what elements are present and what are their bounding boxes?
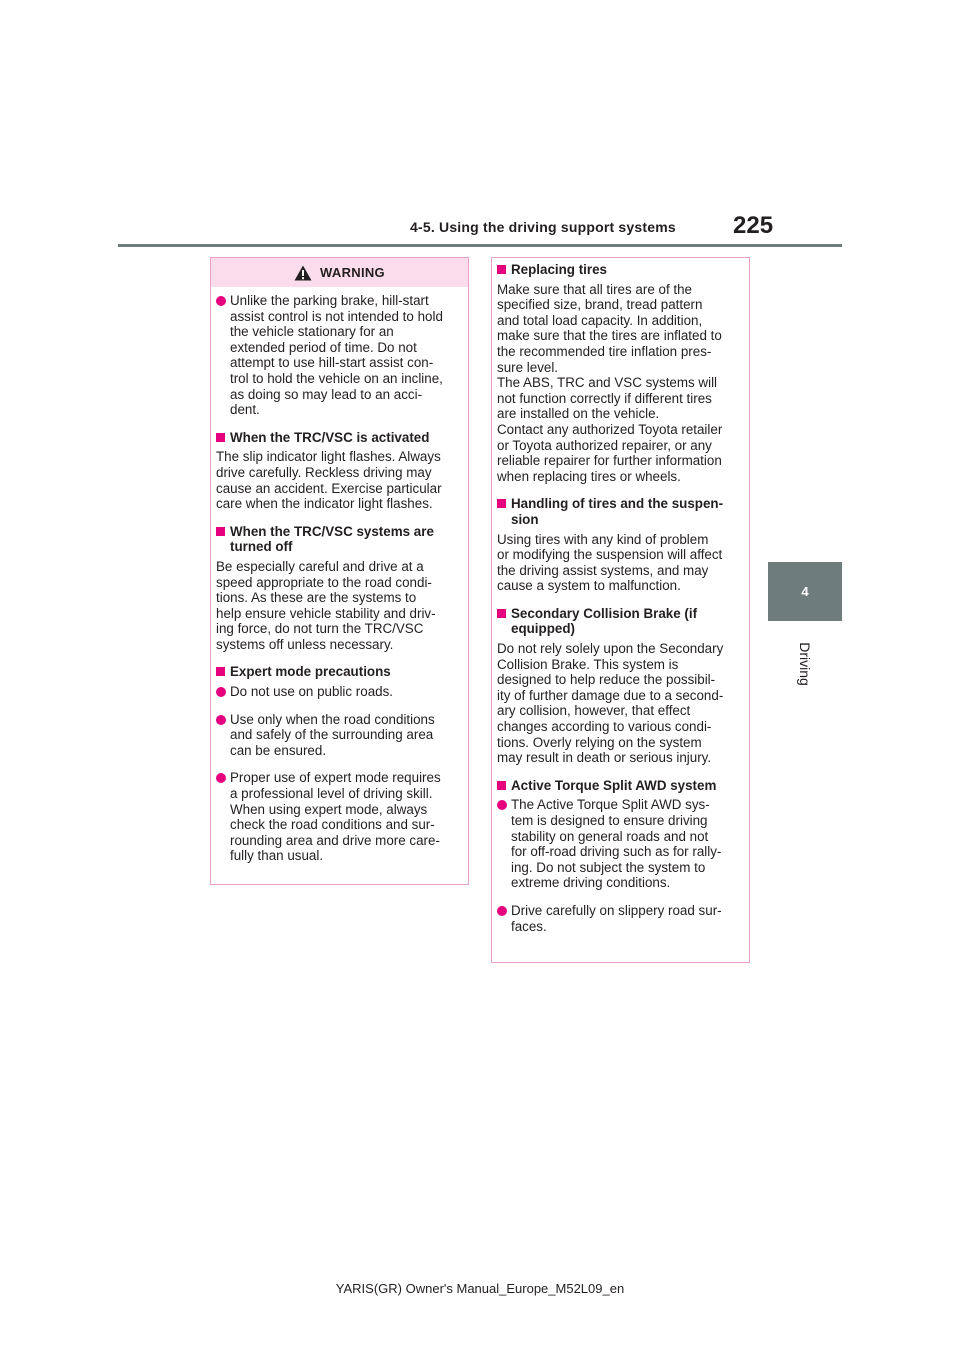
section-heading xyxy=(216,524,464,555)
page-footer: YARIS(GR) Owner's Manual_Europe_M52L09_en xyxy=(335,1281,625,1296)
bullet-icon xyxy=(216,715,226,725)
list-item xyxy=(216,712,464,759)
heading-text: Replacing tires xyxy=(511,262,607,277)
heading-text: When the TRC/VSC is activated xyxy=(230,429,430,445)
paragraph: Make sure that all tires are of the specified size, brand, tread pattern and total load capacity. In addition, make sure that the tires are inflated to the recommended tire inflation pres- sure level. The ABS, TRC and VSC systems will not function correctly if different tires are installed on the vehicle. Contact any authorized Toyota retailer or Toyota authorized repairer, or any reliable repairer for further information when replacing tires or wheels. xyxy=(497,281,723,484)
list-item xyxy=(497,903,745,934)
bullet-text: Unlike the parking brake, hill-start assist control is not intended to hold the vehicle stationary for an extended period of time. Do not attempt to use hill-start assist con- trol to hold the vehicle on an incline, as doing so may lead to an acci- dent. xyxy=(230,293,443,418)
warning-header xyxy=(211,258,468,287)
square-bullet-icon xyxy=(216,667,225,676)
heading-text: Handling of tires and the suspen- sion xyxy=(511,496,724,527)
bullet-text: Proper use of expert mode requires a professional level of driving skill. When using expert mode, always check the road conditions and sur- rounding area and drive more care- fully than usual. xyxy=(230,770,441,864)
list-item xyxy=(216,684,464,700)
bullet-icon xyxy=(216,296,226,306)
square-bullet-icon xyxy=(216,527,225,536)
section-heading xyxy=(216,430,464,446)
section-heading xyxy=(497,778,745,794)
paragraph: Do not rely solely upon the Secondary Collision Brake. This system is designed to help reduce the possibil- ity of further damage due to a second- ary collision, however, that effect changes according to various condi- tions. Overly relying on the system may result in death or serious injury. xyxy=(497,641,724,766)
chapter-tab[interactable] xyxy=(768,562,842,621)
heading-text: When the TRC/VSC systems are turned off xyxy=(230,523,434,555)
paragraph: The slip indicator light flashes. Always drive carefully. Reckless driving may cause an accident. Exercise particular care when the indicator light flashes. xyxy=(216,449,442,512)
continued-warning-box xyxy=(491,257,750,963)
list-item xyxy=(216,770,464,864)
bullet-icon xyxy=(216,773,226,783)
square-bullet-icon xyxy=(497,499,506,508)
square-bullet-icon xyxy=(497,609,506,618)
bullet-icon xyxy=(497,800,507,810)
bullet-text: Do not use on public roads. xyxy=(230,684,394,700)
bullet-text: Drive carefully on slippery road sur- faces. xyxy=(511,902,722,934)
bullet-icon xyxy=(216,687,226,697)
section-heading xyxy=(497,262,745,278)
chapter-label: Driving xyxy=(797,642,813,686)
warning-title: WARNING xyxy=(320,265,385,280)
heading-text: Active Torque Split AWD system xyxy=(511,777,717,793)
section-heading xyxy=(216,664,464,680)
heading-text: Secondary Collision Brake (if equipped) xyxy=(511,605,698,637)
square-bullet-icon xyxy=(497,265,506,274)
paragraph: Using tires with any kind of problem or modifying the suspension will affect the driving assist systems, and may cause a system to malfunction. xyxy=(497,531,723,594)
bullet-text: The Active Torque Split AWD sys- tem is designed to ensure driving stability on general roads and not for off-road driving such as for rally- ing. Do not subject the system to extreme driving conditions. xyxy=(511,797,722,891)
section-heading xyxy=(497,606,745,637)
chapter-number: 4 xyxy=(801,584,809,599)
heading-text: Expert mode precautions xyxy=(230,664,391,680)
header-divider xyxy=(118,244,842,247)
page-number: 225 xyxy=(733,212,774,239)
list-item xyxy=(497,797,745,891)
list-item xyxy=(216,293,464,418)
bullet-icon xyxy=(497,906,507,916)
section-title: 4-5. Using the driving support systems xyxy=(410,219,676,235)
bullet-text: Use only when the road conditions and safely of the surrounding area can be ensured. xyxy=(230,711,435,758)
square-bullet-icon xyxy=(216,433,225,442)
paragraph: Be especially careful and drive at a speed appropriate to the road condi- tions. As these are the systems to help ensure vehicle stability and driv- ing force, do not turn the TRC/VSC systems off unless necessary. xyxy=(216,558,436,652)
warning-box xyxy=(210,257,469,885)
warning-triangle-icon xyxy=(294,265,312,281)
section-heading xyxy=(497,496,745,527)
square-bullet-icon xyxy=(497,781,506,790)
